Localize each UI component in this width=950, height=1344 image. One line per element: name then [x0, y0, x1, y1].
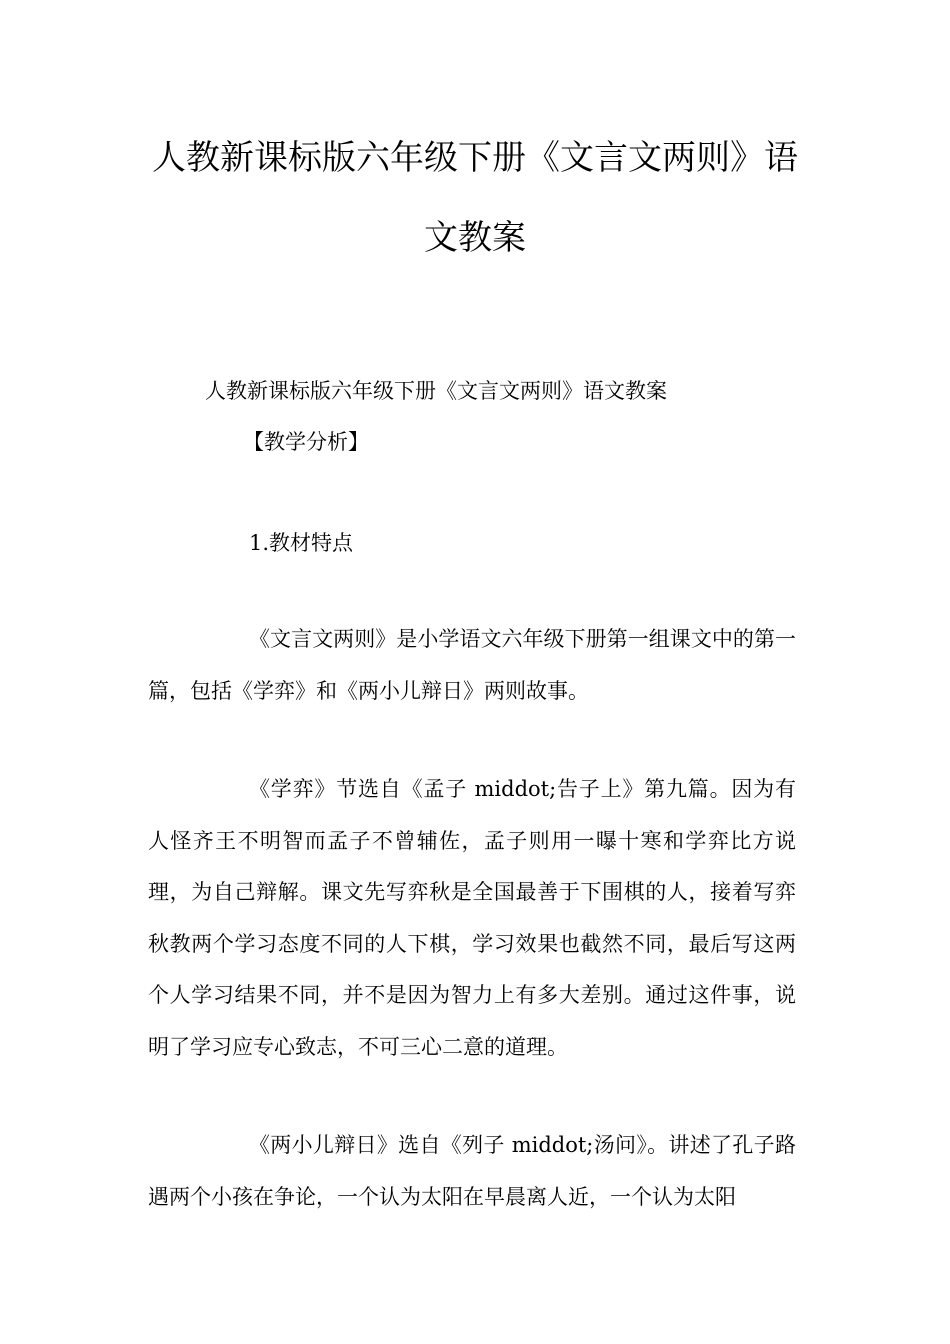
- paragraph-2: 《学弈》节选自《孟子 middot;告子上》第九篇。因为有人怪齐王不明智而孟子不曾辅佐，孟子则用一曝十寒和学弈比方说理，为自己辩解。课文先写弈秋是全国最善于下围棋的人，接着写弈秋教两个学习态度不同的人下棋，学习效果也截然不同，最后写这两个人学习结果不同，并不是因为智力上有多大差别。通过这件事，说明了学习应专心致志，不可三心二意的道理。: [148, 777, 796, 1059]
- paragraph-3: 《两小儿辩日》选自《列子 middot;汤问》。讲述了孔子路遇两个小孩在争论，一个认为太阳在早晨离人近，一个认为太阳: [148, 1133, 796, 1209]
- document-subtitle: 人教新课标版六年级下册《文言文两则》语文教案: [205, 379, 667, 403]
- subsection-heading: 1.教材特点: [249, 531, 354, 555]
- section-heading: 【教学分析】: [243, 430, 369, 454]
- document-title: 人教新课标版六年级下册《文言文两则》语文教案: [152, 138, 798, 258]
- paragraph-1: 《文言文两则》是小学语文六年级下册第一组课文中的第一篇，包括《学弈》和《两小儿辩日》两则故事。: [148, 627, 796, 703]
